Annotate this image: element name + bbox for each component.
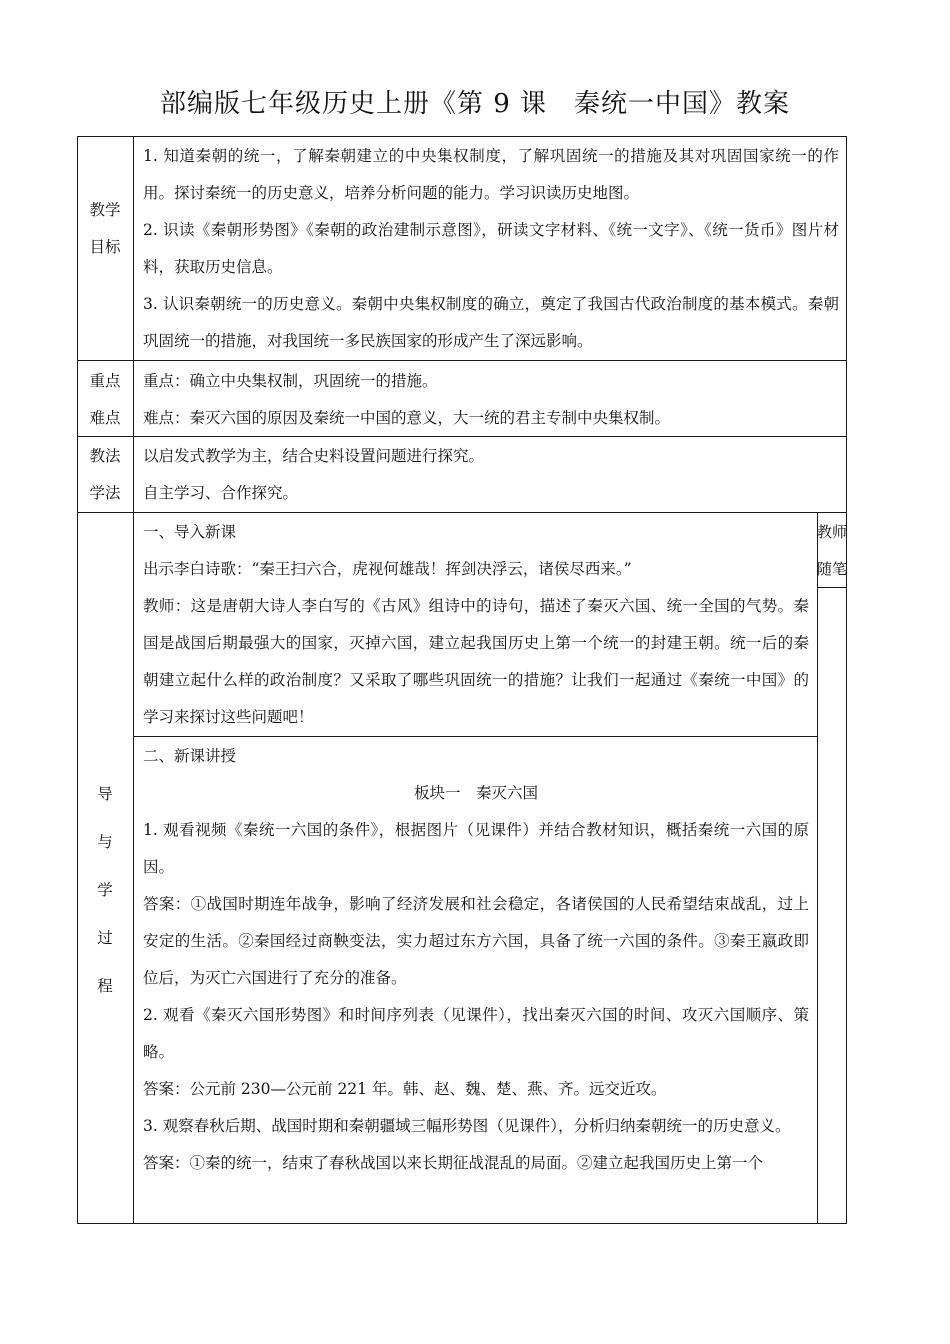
objectives-label-line1: 教学 — [89, 201, 121, 219]
objective-3: 3. 认识秦朝统一的历史意义。秦朝中央集权制度的确立，奠定了我国古代政治制度的基本模式。秦朝巩固统一的措施，对我国统一多民族国家的形成产生了深远影响。 — [143, 295, 839, 350]
process-label-char: 与 — [97, 833, 113, 851]
process-label — [77, 770, 133, 1010]
answer-3: 答案：①秦的统一，结束了春秋战国以来长期征战混乱的局面。②建立起我国历史上第一个 — [143, 1154, 764, 1172]
focus-text: 重点：确立中央集权制，巩固统一的措施。 — [143, 372, 438, 390]
methods-label — [77, 438, 133, 512]
methods-label-line1: 教法 — [89, 447, 121, 465]
process-label-char: 学 — [97, 881, 113, 899]
process-label-char: 过 — [97, 929, 113, 947]
question-1: 1. 观看视频《秦统一六国的条件》，根据图片（见课件）并结合教材知识，概括秦统一六国的原因。 — [143, 821, 809, 876]
table-rule — [133, 136, 134, 1224]
key-points-label-line2: 难点 — [89, 409, 121, 427]
table-rule — [817, 512, 818, 1224]
intro-section — [143, 514, 809, 736]
methods-label-line2: 学法 — [89, 484, 121, 502]
answer-2: 答案：公元前 230—公元前 221 年。韩、赵、魏、楚、燕、齐。远交近攻。 — [143, 1080, 667, 1098]
process-label-char: 程 — [97, 977, 113, 995]
table-rule — [77, 136, 78, 1224]
document-title: 部编版七年级历史上册《第 9 课 秦统一中国》教案 — [159, 89, 791, 119]
teacher-notes-label — [817, 514, 847, 588]
table-rule — [77, 512, 847, 513]
difficulty-text: 难点：秦灭六国的原因及秦统一中国的意义，大一统的君主专制中央集权制。 — [143, 409, 671, 427]
intro-poem: 出示李白诗歌：“秦王扫六合，虎视何雄哉！挥剑决浮云，诸侯尽西来。” — [143, 560, 632, 578]
methods-content — [143, 438, 839, 512]
objective-2: 2. 识读《秦朝形势图》《秦朝的政治建制示意图》，研读文字材料、《统一文字》、《统一货币》图片材料，获取历史信息。 — [143, 221, 839, 276]
intro-teacher-text: 教师：这是唐朝大诗人李白写的《古风》组诗中的诗句，描述了秦灭六国、统一全国的气势。秦国是战国后期最强大的国家，灭掉六国，建立起我国历史上第一个统一的封建王朝。统一后的秦朝建立起什么样的政治制度？又采取了哪些巩固统一的措施？让我们一起通过《秦统一中国》的学习来探讨这些问题吧！ — [143, 597, 809, 726]
lesson-section — [143, 738, 809, 1182]
intro-heading: 一、导入新课 — [143, 523, 237, 541]
table-rule — [133, 736, 817, 737]
teacher-notes-line2: 随笔 — [817, 560, 848, 578]
key-points-label — [77, 363, 133, 437]
objectives-label — [77, 192, 133, 266]
objectives-label-line2: 目标 — [89, 238, 121, 256]
lesson-heading: 二、新课讲授 — [143, 747, 237, 765]
key-points-label-line1: 重点 — [89, 372, 121, 390]
table-rule — [77, 360, 847, 361]
teacher-notes-line1: 教师 — [817, 523, 848, 541]
objective-1: 1. 知道秦朝的统一，了解秦朝建立的中央集权制度，了解巩固统一的措施及其对巩固国家统一的作用。探讨秦统一的历史意义，培养分析问题的能力。学习识读历史地图。 — [143, 147, 839, 202]
table-rule — [77, 136, 847, 137]
question-3: 3. 观察春秋后期、战国时期和秦朝疆域三幅形势图（见课件），分析归纳秦朝统一的历史意义。 — [143, 1117, 791, 1135]
table-rule — [846, 136, 847, 1224]
learning-method: 自主学习、合作探究。 — [143, 484, 299, 502]
objectives-content — [143, 138, 839, 360]
block-title: 板块一 秦灭六国 — [413, 784, 538, 802]
lesson-plan-table — [77, 136, 847, 1224]
teaching-method: 以启发式教学为主，结合史料设置问题进行探究。 — [143, 447, 485, 465]
process-label-char: 导 — [97, 785, 113, 803]
key-points-content — [143, 363, 839, 437]
answer-1: 答案：①战国时期连年战争，影响了经济发展和社会稳定，各诸侯国的人民希望结束战乱，过上安定的生活。②秦国经过商鞅变法，实力超过东方六国，具备了统一六国的条件。③秦王嬴政即位后，为灭亡六国进行了充分的准备。 — [143, 895, 809, 987]
question-2: 2. 观看《秦灭六国形势图》和时间序列表（见课件），找出秦灭六国的时间、攻灭六国顺序、策略。 — [143, 1006, 809, 1061]
table-rule — [77, 1223, 847, 1224]
